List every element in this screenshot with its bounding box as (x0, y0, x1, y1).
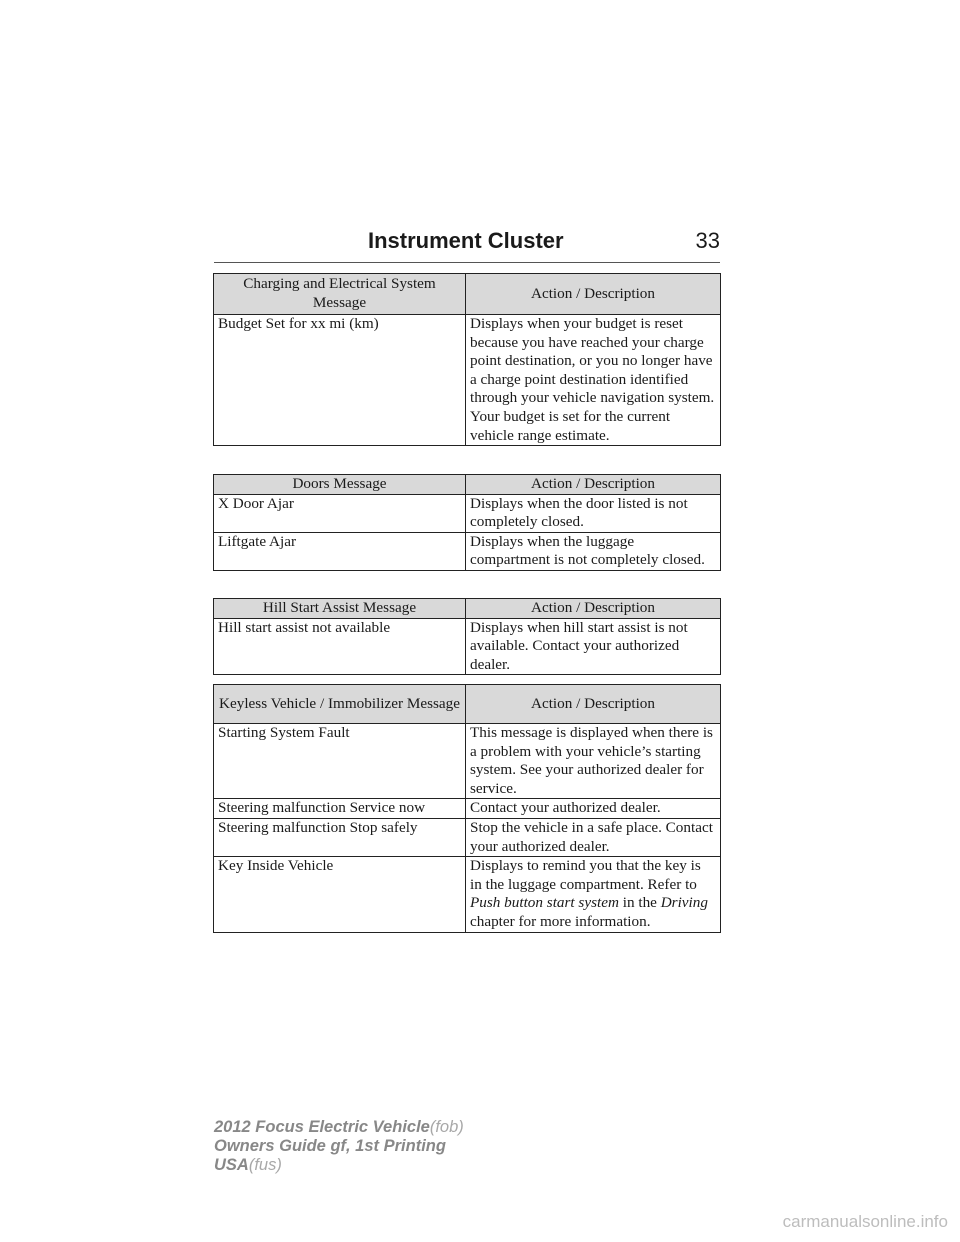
chapter-reference: Driving (660, 894, 708, 912)
column-header-message: Doors Message (214, 475, 466, 495)
description-cell (466, 857, 721, 932)
column-header-message: Hill Start Assist Message (214, 599, 466, 619)
table-row (214, 494, 721, 532)
table-row (214, 618, 721, 675)
charging-electrical-table (213, 273, 721, 446)
document-footer (214, 1118, 464, 1175)
table-header-row (214, 599, 721, 619)
description-cell: Displays when the door listed is not completely closed. (466, 494, 721, 532)
description-text: in the (622, 894, 657, 912)
table-row (214, 799, 721, 819)
description-cell: Displays when the luggage compartment is not completely closed. (466, 532, 721, 570)
doors-message-table (213, 474, 721, 571)
message-cell: Steering malfunction Stop safely (214, 818, 466, 856)
table-header-row (214, 475, 721, 495)
column-header-action: Action / Description (466, 599, 721, 619)
description-text: chapter for more information. (470, 912, 651, 930)
watermark: carmanualsonline.info (782, 1212, 948, 1231)
message-cell: Steering malfunction Service now (214, 799, 466, 819)
page-header (214, 228, 720, 263)
footer-line-2 (214, 1137, 464, 1156)
description-cell: Stop the vehicle in a safe place. Contact your authorized dealer. (466, 818, 721, 856)
footer-market: USA (214, 1156, 249, 1174)
hill-start-assist-table (213, 598, 721, 675)
table-row (214, 818, 721, 856)
table-row (214, 532, 721, 570)
column-header-action: Action / Description (466, 685, 721, 724)
section-reference: Push button start system (470, 894, 619, 912)
section-title: Instrument Cluster (368, 228, 564, 253)
message-cell: Hill start assist not available (214, 618, 466, 675)
footer-code: (fob) (429, 1118, 464, 1136)
column-header-message: Charging and Electrical System Message (214, 274, 466, 315)
table-row (214, 315, 721, 446)
message-cell: Key Inside Vehicle (214, 857, 466, 932)
footer-market-code: (fus) (248, 1156, 282, 1174)
message-cell: Liftgate Ajar (214, 532, 466, 570)
description-cell: Displays when hill start assist is not available. Contact your authorized dealer. (466, 618, 721, 675)
message-cell: X Door Ajar (214, 494, 466, 532)
footer-guide: Owners Guide gf, 1st Printing (214, 1137, 446, 1155)
description-text: Displays to remind you that the key is in the luggage compartment. Refer to (470, 857, 701, 893)
footer-model: 2012 Focus Electric Vehicle (214, 1118, 430, 1136)
description-cell: This message is displayed when there is a problem with your vehicle’s starting system. See your authorized dealer for service. (466, 724, 721, 799)
column-header-message: Keyless Vehicle / Immobilizer Message (214, 685, 466, 724)
page-number: 33 (695, 228, 720, 253)
table-row (214, 857, 721, 932)
table-header-row (214, 274, 721, 315)
table-header-row (214, 685, 721, 724)
description-cell: Contact your authorized dealer. (466, 799, 721, 819)
footer-line-1 (214, 1118, 464, 1137)
column-header-action: Action / Description (466, 274, 721, 315)
description-cell: Displays when your budget is reset because you have reached your charge point destination, or you no longer have a charge point destination identified through your vehicle navigation system. Your budget is set for the current vehicle range estimate. (466, 315, 721, 446)
table-row (214, 724, 721, 799)
keyless-immobilizer-table (213, 684, 721, 933)
message-cell: Starting System Fault (214, 724, 466, 799)
column-header-action: Action / Description (466, 475, 721, 495)
footer-line-3 (214, 1156, 464, 1175)
message-cell: Budget Set for xx mi (km) (214, 315, 466, 446)
